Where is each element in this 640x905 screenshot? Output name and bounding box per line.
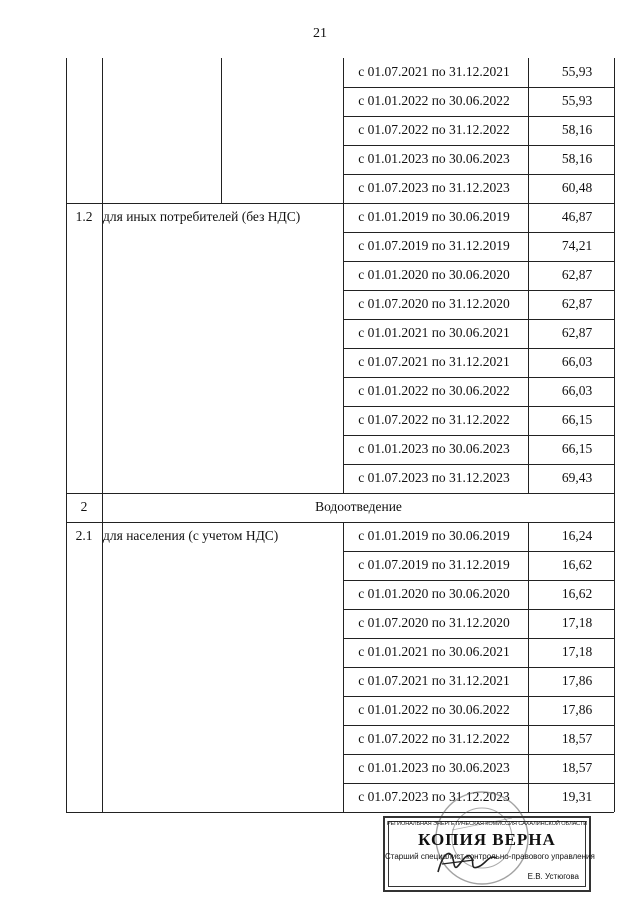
num-col-divider xyxy=(102,522,103,812)
value-cell: 58,16 xyxy=(561,122,593,137)
value-cell: 18,57 xyxy=(561,760,593,775)
section-divider xyxy=(66,493,614,494)
row-divider xyxy=(343,377,614,378)
value-cell: 66,15 xyxy=(561,412,593,427)
value-cell: 17,18 xyxy=(561,615,593,630)
period-cell: с 01.07.2021 по 31.12.2021 xyxy=(358,673,510,688)
period-cell: с 01.07.2020 по 31.12.2020 xyxy=(358,296,510,311)
row-divider xyxy=(343,609,614,610)
value-cell: 62,87 xyxy=(561,325,593,340)
section-number: 2 xyxy=(80,499,88,514)
period-cell: с 01.07.2023 по 31.12.2023 xyxy=(358,180,510,195)
period-cell: с 01.07.2021 по 31.12.2021 xyxy=(358,354,510,369)
num-col-divider xyxy=(102,58,103,493)
group-divider xyxy=(66,203,614,204)
value-cell: 18,57 xyxy=(561,731,593,746)
value-col-divider xyxy=(528,58,529,493)
table-left-border xyxy=(66,58,67,812)
period-cell: с 01.07.2020 по 31.12.2020 xyxy=(358,615,510,630)
period-cell: с 01.01.2020 по 30.06.2020 xyxy=(358,267,510,282)
value-cell: 60,48 xyxy=(561,180,593,195)
section-title: Водоотведение xyxy=(315,499,402,514)
row-divider xyxy=(343,638,614,639)
row-divider xyxy=(343,348,614,349)
row-divider xyxy=(343,319,614,320)
stamp-title: КОПИЯ ВЕРНА xyxy=(418,830,556,849)
row-divider xyxy=(343,145,614,146)
period-col-left-border xyxy=(343,58,344,493)
row-number: 2.1 xyxy=(75,528,93,543)
period-cell: с 01.07.2022 по 31.12.2022 xyxy=(358,412,510,427)
row-divider xyxy=(343,580,614,581)
value-cell: 69,43 xyxy=(561,470,593,485)
period-cell: с 01.01.2023 по 30.06.2023 xyxy=(358,760,510,775)
stamp-subtitle: Старший специалист контрольно-правового управления xyxy=(385,852,595,861)
row-divider xyxy=(343,87,614,88)
period-cell: с 01.01.2022 по 30.06.2022 xyxy=(358,93,510,108)
row-divider xyxy=(343,551,614,552)
period-cell: с 01.07.2022 по 31.12.2022 xyxy=(358,731,510,746)
value-cell: 16,62 xyxy=(561,586,593,601)
table-right-border xyxy=(614,58,615,812)
row-divider xyxy=(343,725,614,726)
value-cell: 66,03 xyxy=(561,354,593,369)
row-number: 1.2 xyxy=(75,209,93,224)
row-divider xyxy=(343,290,614,291)
value-cell: 17,18 xyxy=(561,644,593,659)
page-number: 21 xyxy=(313,26,327,41)
value-cell: 17,86 xyxy=(561,673,593,688)
row-divider xyxy=(343,261,614,262)
period-cell: с 01.07.2022 по 31.12.2022 xyxy=(358,122,510,137)
group-divider xyxy=(66,522,614,523)
value-cell: 19,31 xyxy=(561,789,593,804)
value-cell: 66,03 xyxy=(561,383,593,398)
value-cell: 17,86 xyxy=(561,702,593,717)
period-cell: с 01.07.2019 по 31.12.2019 xyxy=(358,557,510,572)
value-cell: 16,24 xyxy=(561,528,593,543)
value-cell: 55,93 xyxy=(561,64,593,79)
period-cell: с 01.01.2023 по 30.06.2023 xyxy=(358,151,510,166)
period-cell: с 01.01.2020 по 30.06.2020 xyxy=(358,586,510,601)
period-cell: с 01.01.2021 по 30.06.2021 xyxy=(358,325,510,340)
row-description: для населения (с учетом НДС) xyxy=(103,528,279,543)
period-cell: с 01.01.2019 по 30.06.2019 xyxy=(358,209,510,224)
period-cell: с 01.01.2019 по 30.06.2019 xyxy=(358,528,510,543)
period-cell: с 01.01.2022 по 30.06.2022 xyxy=(358,702,510,717)
row-divider xyxy=(343,116,614,117)
value-cell: 62,87 xyxy=(561,296,593,311)
value-cell: 16,62 xyxy=(561,557,593,572)
period-cell: с 01.07.2021 по 31.12.2021 xyxy=(358,64,510,79)
stamp-official-name: Е.В. Устюгова xyxy=(527,872,579,881)
period-cell: с 01.07.2023 по 31.12.2023 xyxy=(358,789,510,804)
period-cell: с 01.01.2022 по 30.06.2022 xyxy=(358,383,510,398)
row-divider xyxy=(343,406,614,407)
value-cell: 66,15 xyxy=(561,441,593,456)
row-description: для иных потребителей (без НДС) xyxy=(103,209,301,224)
handwritten-signature xyxy=(430,842,500,882)
period-cell: с 01.01.2021 по 30.06.2021 xyxy=(358,644,510,659)
value-cell: 74,21 xyxy=(561,238,593,253)
row-divider xyxy=(343,783,614,784)
value-cell: 58,16 xyxy=(561,151,593,166)
period-cell: с 01.07.2019 по 31.12.2019 xyxy=(358,238,510,253)
row-divider xyxy=(343,464,614,465)
value-cell: 46,87 xyxy=(561,209,593,224)
value-cell: 62,87 xyxy=(561,267,593,282)
period-cell: с 01.07.2023 по 31.12.2023 xyxy=(358,470,510,485)
tariff-table xyxy=(66,58,614,812)
stamp-header: РЕГИОНАЛЬНАЯ ЭНЕРГЕТИЧЕСКАЯ КОМИССИЯ САХАЛИНСКОЙ ОБЛАСТИ xyxy=(386,821,588,827)
period-cell: с 01.01.2023 по 30.06.2023 xyxy=(358,441,510,456)
value-cell: 55,93 xyxy=(561,93,593,108)
row-divider xyxy=(343,232,614,233)
subcol-divider xyxy=(221,58,222,203)
row-divider xyxy=(343,696,614,697)
row-divider xyxy=(343,174,614,175)
row-divider xyxy=(343,667,614,668)
row-divider xyxy=(343,754,614,755)
row-divider xyxy=(343,435,614,436)
